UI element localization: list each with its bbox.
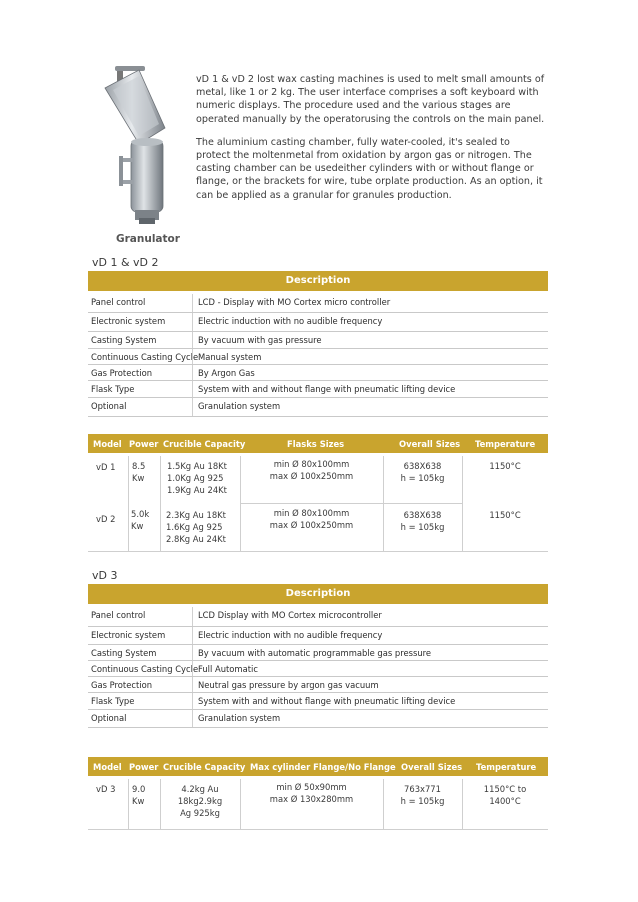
overall-size: 763x771 (404, 784, 441, 794)
capacity-line: 1.5Kg Au 18Kt (167, 461, 227, 471)
spec-label: Continuous Casting Cycle (91, 352, 199, 362)
spec-value: LCD - Display with MO Cortex micro controller (198, 297, 391, 307)
spec-label: Electronic system (91, 630, 166, 640)
col-flasks: Max cylinder Flange/No Flange (250, 762, 396, 772)
power-value: 9.0 (132, 784, 146, 794)
spec-row (88, 607, 548, 627)
flask-min: min Ø 80x100mm (273, 459, 350, 469)
temperature: 1150°C (489, 510, 521, 520)
spec-row (88, 661, 548, 677)
col-model: Model (93, 762, 122, 772)
overall-size: 638X638 (403, 461, 442, 471)
spec-label: Continuous Casting Cycle (91, 664, 199, 674)
spec-label: Electronic system (91, 316, 166, 326)
spec-value: By Argon Gas (198, 368, 255, 378)
section-title-vd1-vd2: vD 1 & vD 2 (92, 256, 159, 269)
temperature: 1150°C to (483, 784, 527, 794)
intro-text (196, 73, 546, 212)
intro-paragraph-1: vD 1 & vD 2 lost wax casting machines is used to melt small amounts of metal, like 1 or 2 kg. The user interface comprises a soft keyboard with numeric displays. The procedure used and the various stages are operated manually by the operatorusing the controls on the main panel. (196, 74, 545, 125)
col-crucible: Crucible Capacity (163, 439, 246, 449)
spec-value: Electric induction with no audible frequency (198, 316, 383, 326)
overall-weight: h = 105kg (400, 473, 445, 483)
spec-value: System with and without flange with pneumatic lifting device (198, 384, 456, 394)
spec-value: Granulation system (198, 713, 281, 723)
col-power: Power (129, 439, 159, 449)
table-row: vD 3 (96, 784, 116, 794)
flask-max: max Ø 130x280mm (269, 794, 354, 804)
overall-weight: h = 105kg (400, 796, 445, 806)
col-temperature: Temperature (476, 762, 537, 772)
spec-row (88, 398, 548, 417)
capacity-line: 2.8Kg Au 24Kt (166, 534, 226, 544)
col-crucible: Crucible Capacity (163, 762, 246, 772)
section-title-vd3: vD 3 (92, 569, 118, 582)
power-value: 8.5 (132, 461, 146, 471)
spec-value: By vacuum with automatic programmable gas pressure (198, 648, 432, 658)
spec-value: Granulation system (198, 401, 281, 411)
spec-label: Optional (91, 713, 127, 723)
spec-row (88, 710, 548, 728)
spec-value: By vacuum with gas pressure (198, 335, 322, 345)
spec-label: Gas Protection (91, 680, 153, 690)
spec-value: Electric induction with no audible frequency (198, 630, 383, 640)
col-model: Model (93, 439, 122, 449)
table-header (88, 434, 548, 453)
overall-weight: h = 105kg (400, 522, 445, 532)
table-row: vD 2 (96, 514, 116, 524)
power-unit: Kw (132, 473, 145, 483)
power-unit: Kw (131, 521, 144, 531)
spec-row (88, 645, 548, 661)
spec-label: Optional (91, 401, 127, 411)
flask-min: min Ø 50x90mm (276, 782, 347, 792)
spec-row (88, 693, 548, 710)
col-overall: Overall Sizes (401, 762, 463, 772)
overall-size: 638X638 (403, 510, 442, 520)
description-header: Description (88, 584, 548, 604)
spec-value: Full Automatic (198, 664, 258, 674)
col-power: Power (129, 762, 159, 772)
capacity-line: 1.0Kg Ag 925 (167, 473, 224, 483)
spec-value: LCD Display with MO Cortex microcontroller (198, 610, 382, 620)
image-caption: Granulator (116, 233, 180, 245)
spec-value: Neutral gas pressure by argon gas vacuum (198, 680, 379, 690)
flask-max: max Ø 100x250mm (269, 520, 354, 530)
spec-row (88, 381, 548, 398)
col-flasks: Flasks Sizes (287, 439, 345, 449)
spec-row (88, 365, 548, 381)
spec-label: Flask Type (91, 384, 135, 394)
spec-label: Gas Protection (91, 368, 153, 378)
spec-row (88, 677, 548, 693)
spec-row (88, 313, 548, 332)
spec-label: Flask Type (91, 696, 135, 706)
table-header (88, 757, 548, 776)
temperature: 1400°C (489, 796, 521, 806)
table-row: vD 1 (96, 462, 116, 472)
capacity-line: 4.2kg Au (181, 784, 219, 794)
flask-min: min Ø 80x100mm (273, 508, 350, 518)
description-header: Description (88, 271, 548, 291)
temperature: 1150°C (489, 461, 521, 471)
capacity-line: 1.6Kg Ag 925 (166, 522, 223, 532)
capacity-line: 18kg2.9kg (177, 796, 223, 806)
capacity-line: 2.3Kg Au 18Kt (166, 510, 226, 520)
spec-value: System with and without flange with pneumatic lifting device (198, 696, 456, 706)
granulator-image (95, 62, 185, 227)
spec-row (88, 332, 548, 349)
col-temperature: Temperature (475, 439, 536, 449)
spec-value: Manual system (198, 352, 262, 362)
spec-label: Casting System (91, 335, 157, 345)
capacity-line: Ag 925kg (180, 808, 220, 818)
spec-label: Panel control (91, 610, 146, 620)
power-value: 5.0k (131, 509, 150, 519)
intro-paragraph-2: The aluminium casting chamber, fully water-cooled, it's sealed to protect the moltenmetal from oxidation by argon gas or nitrogen. The casting chamber can be usedeither cylinders with or without flange or flange, or the brackets for wire, tube orplate production. As an option, it can be applied as a granular for granules production. (196, 136, 543, 201)
power-unit: Kw (132, 796, 145, 806)
col-overall: Overall Sizes (399, 439, 461, 449)
spec-label: Panel control (91, 297, 146, 307)
capacity-line: 1.9Kg Au 24Kt (167, 485, 227, 495)
spec-row (88, 627, 548, 645)
flask-max: max Ø 100x250mm (269, 471, 354, 481)
spec-row (88, 294, 548, 313)
spec-label: Casting System (91, 648, 157, 658)
spec-row (88, 349, 548, 365)
